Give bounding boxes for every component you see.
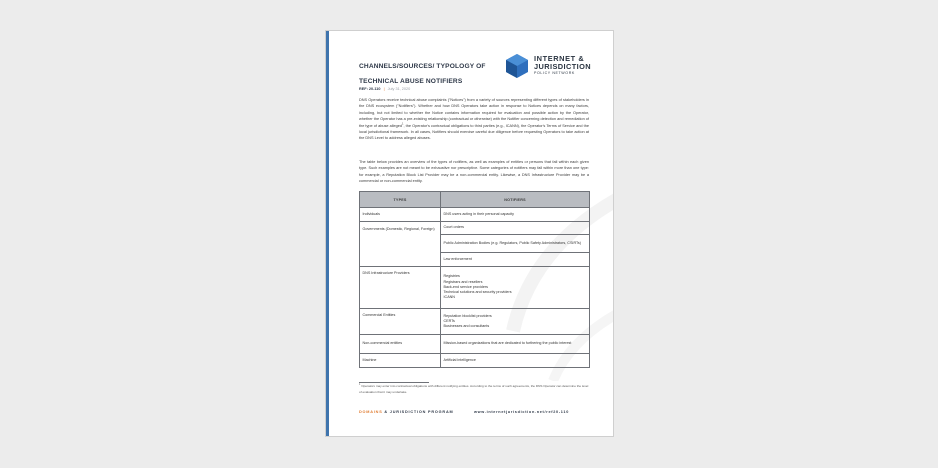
document-page: [325, 30, 614, 437]
notifier-cell: Court orders: [441, 222, 590, 235]
intro-paragraph-part2: , the Operator's contractual obligations to third parties (e.g., ICANN), the Operator's Terms of Service and the local jurisdictional framework. In all cases, Notifiers should exercise careful due diligence before requesting Operators to take action at the DNS Level to address alleged abuses.: [359, 123, 589, 141]
table-row: [360, 267, 590, 309]
footnote-number: 1: [359, 382, 361, 386]
logo-text-line1: INTERNET &: [534, 54, 585, 63]
footnote: [359, 384, 591, 396]
table-row: [360, 222, 590, 235]
reference-separator: |: [383, 87, 385, 91]
notifier-types-table: [359, 191, 590, 368]
document-title-line1: CHANNELS/SOURCES/ TYPOLOGY OF: [359, 63, 486, 70]
type-cell: DNS Infrastructure Providers: [360, 267, 441, 309]
types-column-header: TYPES: [360, 192, 441, 208]
footer-program-name: & JURISDICTION PROGRAM: [384, 410, 454, 414]
table-intro-paragraph: The table below provides an overview of the types of notifiers, as well as examples of entities or persons that fall within each given type. Such examples are not meant to be exhaustive nor prescriptive. Some categories of notifiers may fall within more than one type: for example, a Reputation Block List Provider may be a non-commercial entity. Likewise, a DNS Infrastructure Provider may be a commercial or non-commercial entity.: [359, 160, 589, 184]
notifier-cell: [441, 309, 590, 335]
notifier-cell: Law enforcement: [441, 253, 590, 267]
notifier-cell: [441, 267, 590, 309]
type-cell: Individuals: [360, 208, 441, 222]
document-title: [359, 59, 499, 89]
notifier-list-item: Registries: [443, 274, 460, 279]
table-row: [360, 309, 590, 335]
document-title-line2: TECHNICAL ABUSE NOTIFIERS: [359, 78, 463, 85]
table-row: [360, 208, 590, 222]
notifier-list-item: Businesses and consultants: [443, 324, 490, 329]
notifier-cell: Artificial intelligence: [441, 354, 590, 368]
notifier-cell: DNS users acting in their personal capacity: [441, 208, 590, 222]
org-logo: [504, 53, 604, 79]
logo-text-line2: JURISDICTION: [534, 62, 591, 71]
type-cell: Machine: [360, 354, 441, 368]
footer-url-link[interactable]: www.internetjurisdiction.net/ref20-110: [474, 410, 570, 414]
reference-line: [359, 87, 410, 91]
table-row: [360, 335, 590, 354]
table-header-row: [360, 192, 590, 208]
reference-id: REF: 20-110: [359, 87, 381, 91]
notifier-cell: Public Administration Bodies (e.g. Regulators, Public Safety Administrators, CSIRTs): [441, 235, 590, 253]
table-row: [360, 354, 590, 368]
logo-hexagon-icon: [504, 53, 530, 79]
footnote-reference: 1: [402, 122, 404, 126]
page-accent-bar: [326, 31, 329, 436]
notifier-list-item: ICANN: [443, 295, 455, 300]
logo-text-line3: POLICY NETWORK: [534, 71, 575, 75]
reference-date: July 31, 2020: [387, 87, 411, 91]
notifier-list-item: Registrars and resellers: [443, 279, 483, 284]
notifiers-column-header: NOTIFIERS: [441, 192, 590, 208]
type-cell: Governments (Domestic, Regional, Foreign): [360, 222, 441, 267]
footnote-divider: [359, 382, 429, 383]
type-cell: Non-commercial entities: [360, 335, 441, 354]
footer-program-accent: DOMAINS: [359, 410, 383, 414]
notifier-list-item: Back-end service providers: [443, 284, 488, 289]
intro-paragraph-part1: DNS Operators receive technical abuse complaints ("Notices") from a variety of sources representing different types of stakeholders in the DNS ecosystem ("Notifiers"). Whether and how DNS Operators take action in response to Notices depends on many factors, including, but not limited to whether the Notice contains information required for evaluation and possible action by the Operator, whether the Operator has a pre-existing relationship (contractual or otherwise) with the Notifier concerning detection and remediation of the type of abuse alleged: [359, 98, 589, 128]
footer-program: [359, 410, 453, 414]
notifier-cell: Mission-based organizations that are dedicated to furthering the public interest: [441, 335, 590, 354]
intro-paragraph: [359, 97, 589, 142]
footnote-text: Operators may enter into contractual obligations with different notifying entities. According to the terms of such agreements, the DNS Operator can determine the level of evaluation that it may undertake.: [359, 384, 589, 394]
notifier-list-item: CERTs: [443, 318, 455, 323]
type-cell: Commercial Entities: [360, 309, 441, 335]
notifier-list-item: Reputation blocklist providers: [443, 313, 492, 318]
notifier-list-item: Technical solutions and security providers: [443, 290, 512, 295]
